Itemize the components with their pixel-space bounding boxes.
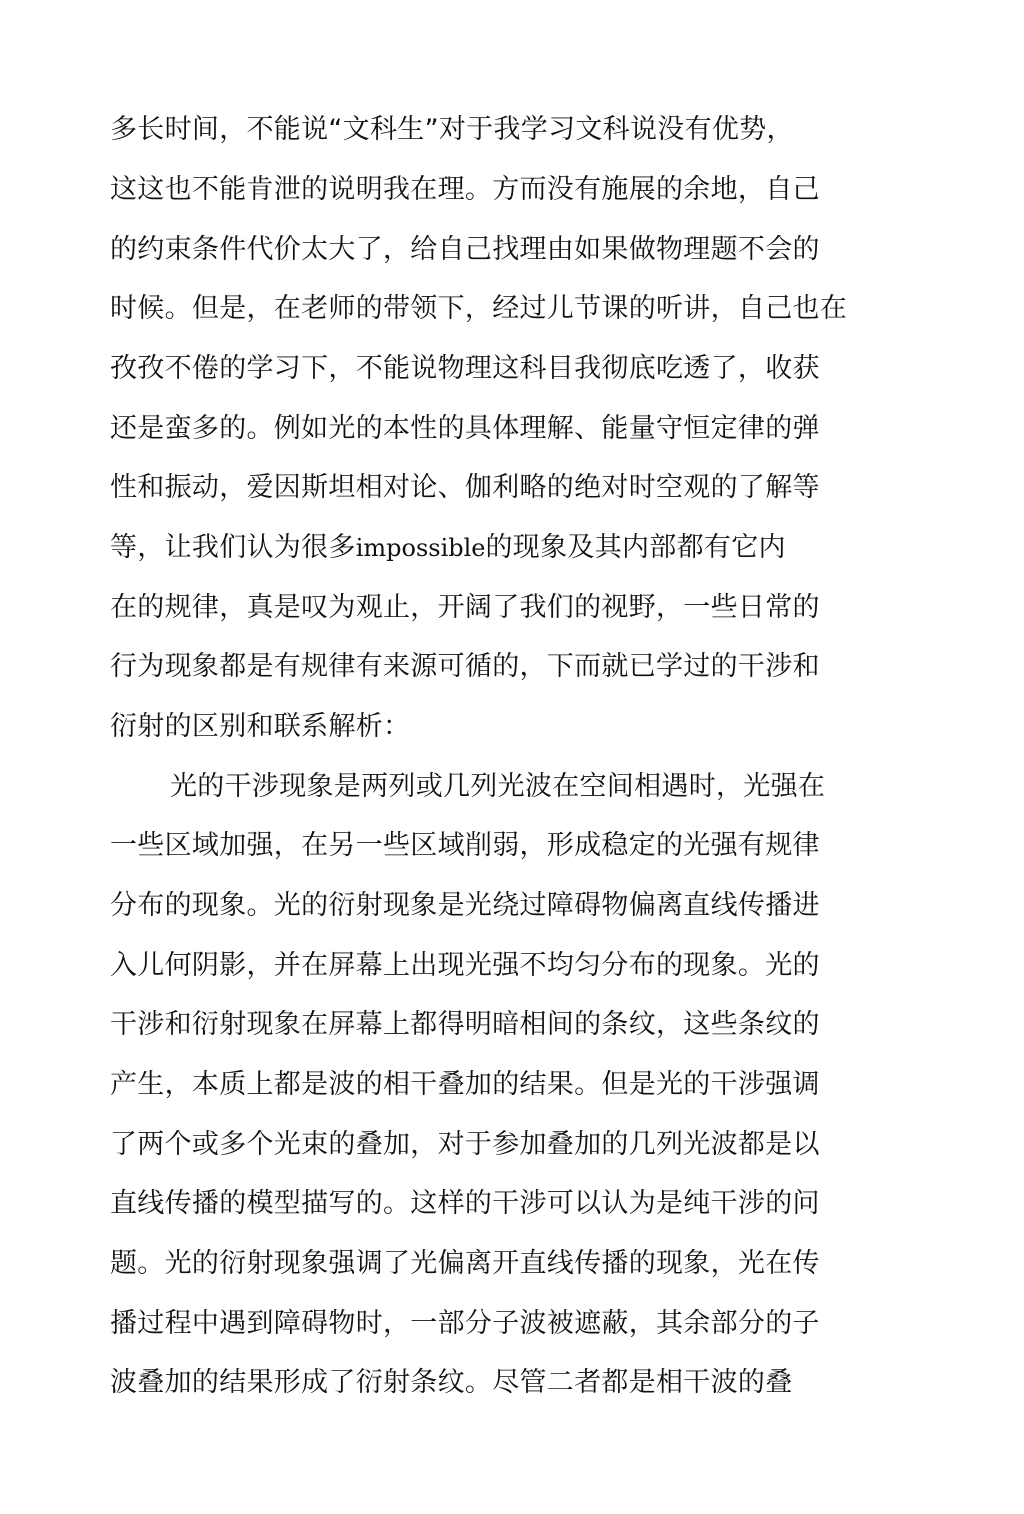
text-line-21: 播过程中遇到障碍物时，一部分子波被遮蔽，其余部分的子 [110, 1308, 820, 1339]
text-line-1: 多长时间，不能说“文科生”对于我学习文科说没有优势， [110, 114, 794, 145]
text-line-18: 了两个或多个光束的叠加，对于参加叠加的几列光波都是以 [110, 1129, 820, 1160]
text-line-10: 行为现象都是有规律有来源可循的，下而就已学过的干涉和 [110, 651, 820, 682]
text-line-4: 时候。但是，在老师的带领下，经过儿节课的听讲，自己也在 [110, 293, 848, 324]
text-line-6: 还是蛮多的。例如光的本性的具体理解、能量守恒定律的弹 [110, 413, 820, 444]
text-line-22: 波叠加的结果形成了衍射条纹。尽管二者都是相干波的叠 [110, 1367, 793, 1398]
text-line-11: 衍射的区别和联系解析： [110, 711, 411, 742]
text-line-8-post: 的现象及其内部都有它内 [485, 532, 786, 563]
text-line-7: 性和振动，爱因斯坦相对论、伽利略的绝对时空观的了解等 [110, 472, 820, 503]
text-line-9: 在的规律，真是叹为观止，开阔了我们的视野，一些日常的 [110, 592, 820, 623]
text-line-15: 入儿何阴影，并在屏幕上出现光强不均匀分布的现象。光的 [110, 950, 820, 981]
text-line-5: 孜孜不倦的学习下，不能说物理这科目我彻底吃透了，收获 [110, 353, 820, 384]
text-line-13: 一些区域加强，在另一些区域削弱，形成稳定的光强有规律 [110, 830, 820, 861]
latin-word: impossible [355, 534, 486, 562]
text-line-14: 分布的现象。光的衍射现象是光绕过障碍物偏离直线传播进 [110, 890, 820, 921]
text-line-3: 的约束条件代价太大了，给自己找理由如果做物理题不会的 [110, 234, 820, 265]
paragraph-start-line: 光的干涉现象是两列或几列光波在空间相遇时，光强在 [170, 771, 826, 802]
text-line-17: 产生，本质上都是波的相干叠加的结果。但是光的干涉强调 [110, 1069, 820, 1100]
text-line-8 [110, 530, 786, 566]
text-line-2: 这这也不能肯泄的说明我在理。方而没有施展的余地，自己 [110, 174, 820, 205]
text-line-20: 题。光的衍射现象强调了光偏离开直线传播的现象，光在传 [110, 1248, 820, 1279]
text-line-16: 干涉和衍射现象在屏幕上都得明暗相间的条纹，这些条纹的 [110, 1009, 820, 1040]
text-line-8-pre: 等，让我们认为很多 [110, 532, 356, 563]
text-line-19: 直线传播的模型描写的。这样的干涉可以认为是纯干涉的问 [110, 1188, 820, 1219]
